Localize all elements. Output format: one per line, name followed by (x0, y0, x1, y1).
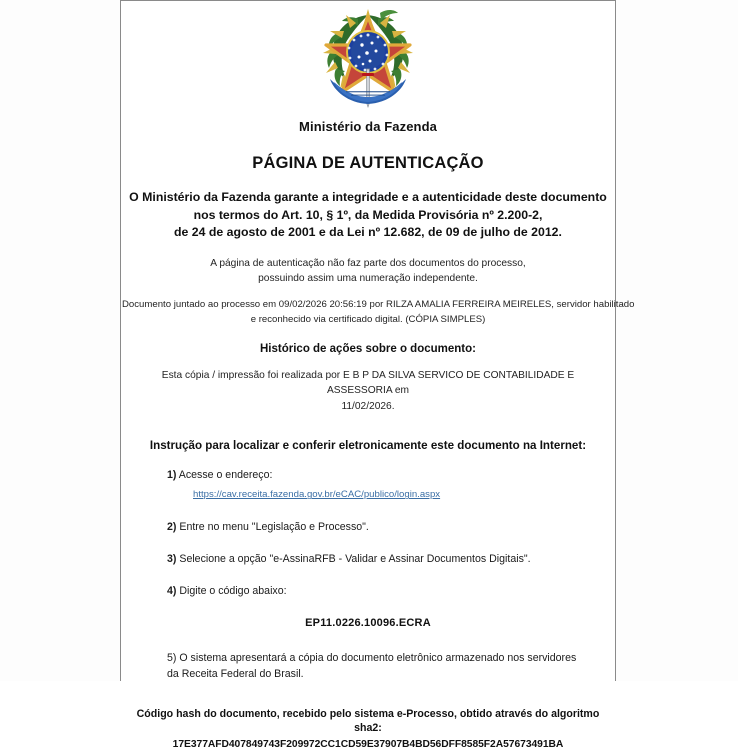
note-line-1: A página de autenticação não faz parte dos documentos do processo, (210, 257, 526, 269)
history-line-2: 11/02/2026. (341, 400, 395, 412)
instruction-step-2 (167, 520, 595, 535)
step-3-number: 3) (167, 553, 177, 566)
guarantee-statement (121, 189, 615, 242)
history-heading: Histórico de ações sobre o documento: (260, 343, 476, 356)
instruction-step-4 (167, 584, 595, 599)
hash-label: Código hash do documento, recebido pelo sistema e-Processo, obtido através do algoritmo sha2: (136, 707, 600, 735)
guarantee-line-1: O Ministério da Fazenda garante a integridade e a autenticidade deste documento (129, 190, 607, 204)
joined-line-1: Documento juntado ao processo em 09/02/2026 20:56:19 por RILZA AMALIA FERREIRA MEIRELES, servidor habilitado (122, 299, 635, 311)
step-1-text: Acesse o endereço: (178, 469, 273, 481)
history-entry (121, 368, 615, 414)
step-4-number: 4) (167, 585, 177, 598)
guarantee-line-2: nos termos do Art. 10, § 1º, da Medida Provisória nº 2.200-2, (193, 207, 543, 222)
step-2-number: 2) (167, 520, 177, 533)
hash-value: 17E377AFD407849743F209972CC1CD59E37907B4BD56DFF8585F2A57673491BA (172, 739, 564, 751)
joined-line-2: e reconhecido via certificado digital. (CÓPIA SIMPLES) (250, 313, 486, 325)
brazil-coat-of-arms-icon (318, 7, 418, 111)
step-5-line-1: O sistema apresentará a cópia do documento eletrônico armazenado nos servidores (179, 651, 577, 664)
step-2-text: Entre no menu "Legislação e Processo". (179, 520, 369, 533)
guarantee-line-3: de 24 de agosto de 2001 e da Lei nº 12.682, de 09 de julho de 2012. (174, 225, 562, 240)
ministry-name: Ministério da Fazenda (299, 119, 437, 134)
independent-numbering-note (121, 256, 615, 287)
step-5-line-2: da Receita Federal do Brasil. (167, 667, 304, 680)
instruction-step-5 (167, 651, 595, 683)
step-4-text: Digite o código abaixo: (179, 585, 287, 598)
instruction-step-1 (167, 468, 595, 503)
step-1-url-line (167, 487, 595, 502)
step-3-text: Selecione a opção "e-AssinaRFB - Validar e Assinar Documentos Digitais". (179, 553, 531, 566)
emblem-container (121, 1, 615, 116)
history-line-1: Esta cópia / impressão foi realizada por E B P DA SILVA SERVICO DE CONTABILIDADE E ASSESSORIA em (161, 370, 575, 397)
page-title: PÁGINA DE AUTENTICAÇÃO (252, 154, 484, 172)
hash-section (121, 707, 615, 753)
note-line-2: possuindo assim uma numeração independente. (258, 273, 478, 285)
authentication-page-sheet (120, 0, 635, 751)
instruction-steps (121, 468, 615, 600)
step-5-number: 5) (167, 651, 177, 664)
document-joined-info (121, 298, 635, 327)
instructions-heading: Instrução para localizar e conferir eletronicamente este documento na Internet: (149, 439, 587, 452)
verification-code: EP11.0226.10096.ECRA (305, 616, 431, 629)
instruction-steps-continued (121, 651, 615, 683)
step-1-number: 1) (167, 469, 177, 481)
instruction-step-3 (167, 552, 595, 567)
ecac-login-link[interactable]: https://cav.receita.fazenda.gov.br/eCAC/publico/login.aspx (193, 489, 441, 501)
